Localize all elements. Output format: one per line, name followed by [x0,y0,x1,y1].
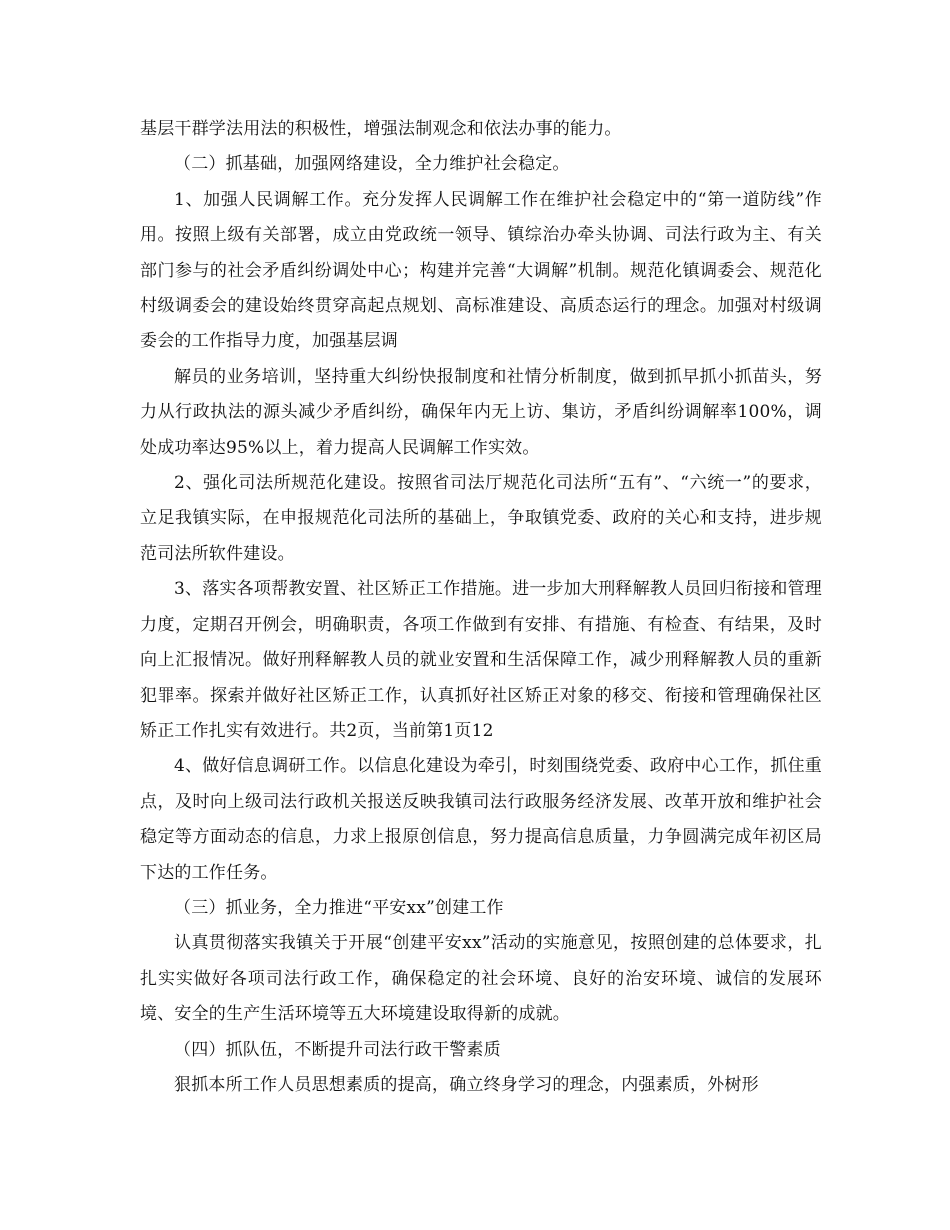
paragraph-mediator-training: 解员的业务培训，坚持重大纠纷快报制度和社情分析制度，做到抓早抓小抓苗头，努力从行政执法的源头减少矛盾纠纷，确保年内无上访、集访，矛盾纠纷调解率100%，调处成功率达95%以上，着力提高人民调解工作实效。 [140,366,822,458]
paragraph-staff-quality: 狠抓本所工作人员思想素质的提高，确立终身学习的理念，内强素质，外树形 [174,1074,759,1095]
paragraph-community-correction: 3、落实各项帮教安置、社区矫正工作措施。进一步加大刑释解教人员回归衔接和管理力度，定期召开例会，明确职责，各项工作做到有安排、有措施、有检查、有结果，及时向上汇报情况。做好刑释解教人员的就业安置和生活保障工作，减少刑释解教人员的重新犯罪率。探索并做好社区矫正工作，认真抓好社区矫正对象的移交、衔接和管理确保社区矫正工作扎实有效进行。共2页，当前第1页12 [140,579,822,741]
heading-section-4: （四）抓队伍，不断提升司法行政干警素质 [174,1039,501,1060]
paragraph-safe-xx: 认真贯彻落实我镇关于开展“创建平安xx”活动的实施意见，按照创建的总体要求，扎扎实实做好各项司法行政工作，确保稳定的社会环境、良好的治安环境、诚信的发展环境、安全的生产生活环境等五大环境建设取得新的成就。 [140,933,822,1025]
heading-section-3: （三）抓业务，全力推进“平安xx”创建工作 [174,897,504,918]
paragraph-info-research: 4、做好信息调研工作。以信息化建设为牵引，时刻围绕党委、政府中心工作，抓住重点，及时向上级司法行政机关报送反映我镇司法行政服务经济发展、改革开放和维护社会稳定等方面动态的信息，力求上报原创信息，努力提高信息质量，力争圆满完成年初区局下达的工作任务。 [140,756,822,883]
paragraph-1: 基层干群学法用法的积极性，增强法制观念和依法办事的能力。 [140,119,622,139]
paragraph-judicial-office: 2、强化司法所规范化建设。按照省司法厅规范化司法所“五有”、“六统一”的要求，立足我镇实际，在申报规范化司法所的基础上，争取镇党委、政府的关心和支持，进步规范司法所软件建设。 [140,473,822,564]
heading-section-2: （二）抓基础，加强网络建设，全力维护社会稳定。 [174,154,570,175]
document-body [140,112,822,1103]
paragraph-people-mediation: 1、加强人民调解工作。充分发挥人民调解工作在维护社会稳定中的“第一道防线”作用。按照上级有关部署，成立由党政统一领导、镇综治办牵头协调、司法行政为主、有关部门参与的社会矛盾纠纷调处中心；构建并完善“大调解”机制。规范化镇调委会、规范化村级调委会的建设始终贯穿高起点规划、高标准建设、高质态运行的理念。加强对村级调委会的工作指导力度，加强基层调 [140,189,822,352]
